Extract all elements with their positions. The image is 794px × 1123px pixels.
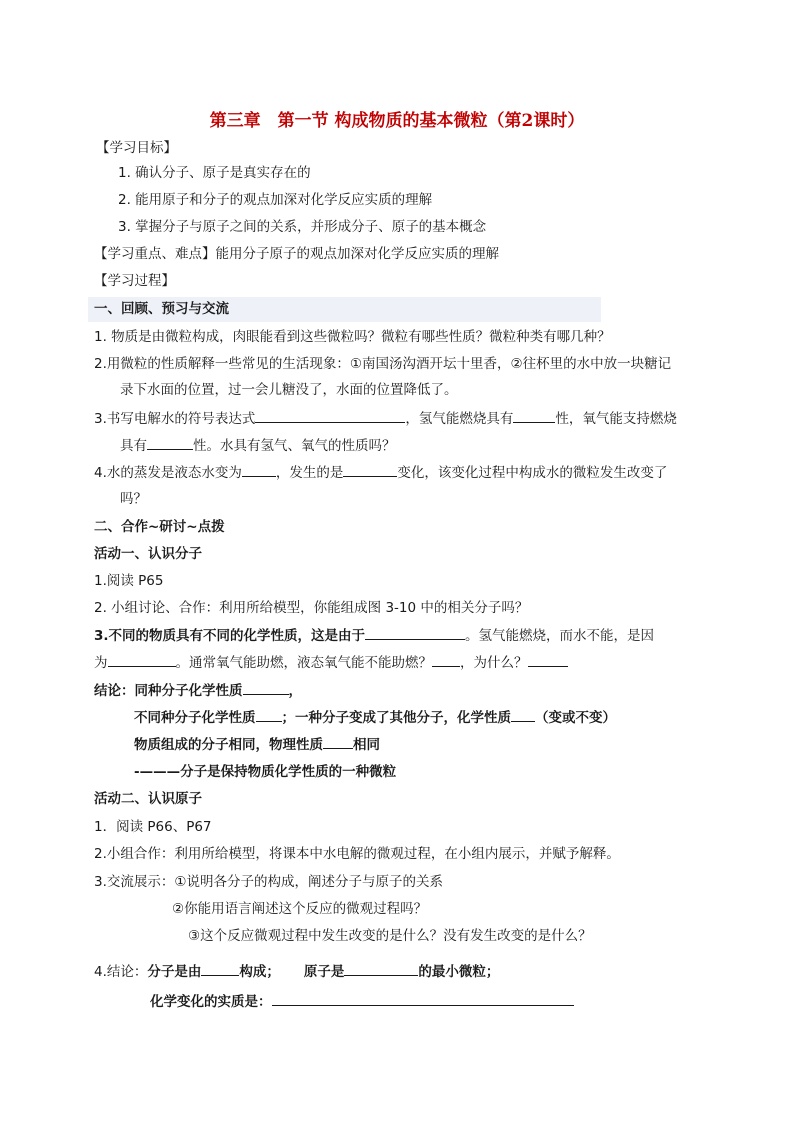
b4-text-3: 构成； [239,964,280,980]
q3-text-1: 3.书写电解水的符号表达式 [94,411,256,427]
a3-text-3: 为 [94,655,108,671]
c2-blank-2[interactable] [511,708,535,722]
activity2-conclusion [94,962,499,981]
q4-text-1: 4.水的蒸发是液态水变为 [94,465,242,481]
q4-blank-state[interactable] [242,463,276,477]
q3-blank-oxygen[interactable] [147,436,193,450]
question-2-line1: 2.用微粒的性质解释一些常见的生活现象：①南国汤沟酒开坛十里香，②往杯里的水中放一块糖记 [94,356,672,372]
q3-text-2: ，氢气能燃烧具有 [405,411,514,427]
q3-blank-equation[interactable] [255,409,405,423]
q3-blank-hydrogen[interactable] [513,409,555,423]
conclusion-line-2 [134,708,616,727]
c1-text-2: ， [288,683,302,699]
c2-blank-1[interactable] [256,708,282,722]
a3-blank-because[interactable] [108,653,176,667]
q4-blank-change[interactable] [343,463,397,477]
activity2-heading: 活动二、认识原子 [94,791,202,807]
q4-text-2: ，发生的是 [275,465,344,481]
section2-heading: 二、合作~研讨~点拨 [94,519,225,535]
goal-item-1: 1. 确认分子、原子是真实存在的 [118,165,311,181]
page-title: 第三章 第一节 构成物质的基本微粒（第2课时） [209,111,585,131]
b5-text: 化学变化的实质是： [150,994,272,1010]
a3-blank-why[interactable] [528,653,568,667]
question-3-line1 [94,409,677,428]
c3-text-2: 相同 [353,737,380,753]
c3-text-1: 物质组成的分子相同，物理性质 [134,737,323,753]
q3-text-3: 性，氧气能支持燃烧 [555,411,677,427]
conclusion-line-4: -———分子是保持物质化学性质的一种微粒 [134,764,397,780]
goal-item-3: 3. 掌握分子与原子之间的关系，并形成分子、原子的基本概念 [118,219,487,235]
b4-text-5: 的最小微粒； [418,964,500,980]
b4-text-2: 分子是由 [147,964,202,980]
goal-item-2: 2. 能用原子和分子的观点加深对化学反应实质的理解 [118,192,433,208]
process-heading: 【学习过程】 [94,273,175,289]
question-4-line2: 吗？ [120,491,147,507]
q3-text-5: 性。水具有氢气、氧气的性质吗？ [193,438,396,454]
activity2-item-2: 2.小组合作：利用所给模型，将课本中水电解的微观过程，在小组内展示，并赋予解释。 [94,846,620,862]
a3-blank-reason[interactable] [365,626,465,640]
a3-text-1: 3.不同的物质具有不同的化学性质，这是由于 [94,628,366,644]
goals-heading: 【学习目标】 [96,140,177,156]
activity1-item-1: 1.阅读 P65 [94,573,164,589]
c1-blank[interactable] [243,681,289,695]
c2-text-2: ；一种分子变成了其他分子，化学性质 [281,710,511,726]
a3-text-5: ，为什么？ [460,655,528,671]
question-1: 1. 物质是由微粒构成，肉眼能看到这些微粒吗？微粒有哪些性质？微粒种类有哪几种？ [94,329,611,345]
activity1-item-3-line1 [94,626,654,645]
c1-text-1: 结论：同种分子化学性质 [94,683,243,699]
conclusion-line-1 [94,681,302,700]
essence-line [150,992,574,1011]
a3-text-2: 。氢气能燃烧，而水不能，是因 [465,628,655,644]
c3-blank[interactable] [323,735,353,749]
conclusion-line-3 [134,735,380,754]
activity1-heading: 活动一、认识分子 [94,546,202,562]
question-3-line2 [120,436,396,455]
question-4-line1 [94,463,667,482]
q4-text-3: 变化，该变化过程中构成水的微粒发生改变了 [397,465,668,481]
question-2-line2: 录下水面的位置，过一会儿糖没了，水面的位置降低了。 [120,382,458,398]
a3-text-4: 。通常氧气能助燃，液态氧气能不能助燃？ [175,655,432,671]
b4-blank-molecule[interactable] [201,962,239,976]
b4-blank-atom[interactable] [344,962,418,976]
activity1-item-3-line2 [94,653,568,672]
c2-text-3: （变或不变） [535,710,616,726]
b5-blank-essence[interactable] [272,992,574,1006]
b4-text-4: 原子是 [303,964,345,980]
section1-heading: 一、回顾、预习与交流 [94,301,229,317]
q3-text-4: 具有 [120,438,147,454]
activity2-item-1: 1．阅读 P66、P67 [94,819,212,835]
c2-text-1: 不同种分子化学性质 [134,710,256,726]
activity2-item-3: 3.交流展示：①说明各分子的构成，阐述分子与原子的关系 [94,874,443,890]
b4-text-1: 4.结论： [94,964,148,980]
keypoints-line: 【学习重点、难点】能用分子原子的观点加深对化学反应实质的理解 [94,246,499,262]
activity2-item-3-sub3: ③这个反应微观过程中发生改变的是什么？没有发生改变的是什么？ [188,928,592,944]
a3-blank-liquid-oxygen[interactable] [432,653,460,667]
activity1-item-2: 2. 小组讨论、合作：利用所给模型，你能组成图 3-10 中的相关分子吗？ [94,600,529,616]
activity2-item-3-sub2: ②你能用语言阐述这个反应的微观过程吗？ [172,901,428,917]
